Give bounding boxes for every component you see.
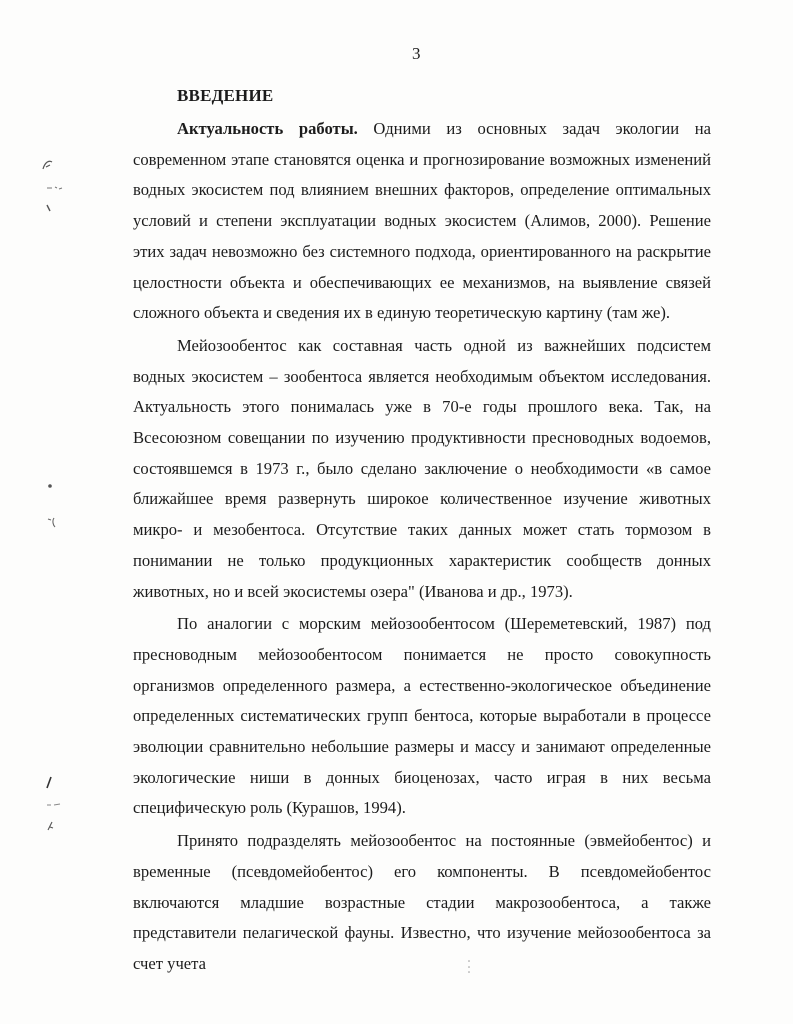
scan-speck-mark	[46, 482, 54, 490]
scan-speck-mark	[46, 802, 62, 808]
section-heading: ВВЕДЕНИЕ	[177, 86, 274, 105]
paragraph-1	[133, 114, 711, 329]
paragraph-1-lead: Актуальность работы.	[177, 119, 358, 138]
paragraph-3: По аналогии с морским мейозообентосом (Шереметевский, 1987) под пресноводным мейозообентосом понимается не просто совокупность организмов определенного размера, а естественно-экологическое объединение определенных систематических групп бентоса, которые выработали в процессе эволюции сравнительно небольшие размеры и массу и занимают определенные экологические ниши в донных биоценозах, часто играя в них весьма специфическую роль (Курашов, 1994).	[133, 614, 711, 818]
scan-speck-mark	[46, 515, 60, 529]
body-text	[133, 114, 711, 980]
paragraph-4: Принято подразделять мейозообентос на постоянные (эвмейобентос) и временные (псевдомейобентос) его компоненты. В псевдомейобентос включаются младшие возрастные стадии макрозообентоса, а также представители пелагической фауны. Известно, что изучение мейозообентоса за счет учета	[133, 831, 711, 973]
scan-speck-mark	[46, 185, 64, 191]
scan-speck-mark	[46, 820, 56, 832]
scan-speck-mark	[40, 158, 56, 172]
scan-speck-mark	[466, 958, 472, 974]
paragraph-1-text: Одними из основных задач экологии на современном этапе становятся оценка и прогнозирование возможных изменений водных экосистем под влиянием внешних факторов, определение оптимальных условий и степени эксплуатации водных экосистем (Алимов, 2000). Решение этих задач невозможно без системного подхода, ориентированного на раскрытие целостности объекта и обеспечивающих ее механизмов, на выявление связей сложного объекта и сведения их в единую теоретическую картину (там же).	[133, 119, 711, 323]
scan-speck-mark	[44, 776, 54, 790]
scan-speck-mark	[45, 203, 53, 213]
page-number: 3	[412, 44, 421, 63]
paragraph-2: Мейозообентос как составная часть одной из важнейших подсистем водных экосистем – зообентоса является необходимым объектом исследования. Актуальность этого понималась уже в 70-е годы прошлого века. Так, на Всесоюзном совещании по изучению продуктивности пресноводных водоемов, состоявшемся в 1973 г., было сделано заключение о необходимости «в самое ближайшее время развернуть широкое количественное изучение животных микро- и мезобентоса. Отсутствие таких данных может стать тормозом в понимании не только продукционных характеристик сообществ донных животных, но и всей экосистемы озера" (Иванова и др., 1973).	[133, 335, 711, 601]
